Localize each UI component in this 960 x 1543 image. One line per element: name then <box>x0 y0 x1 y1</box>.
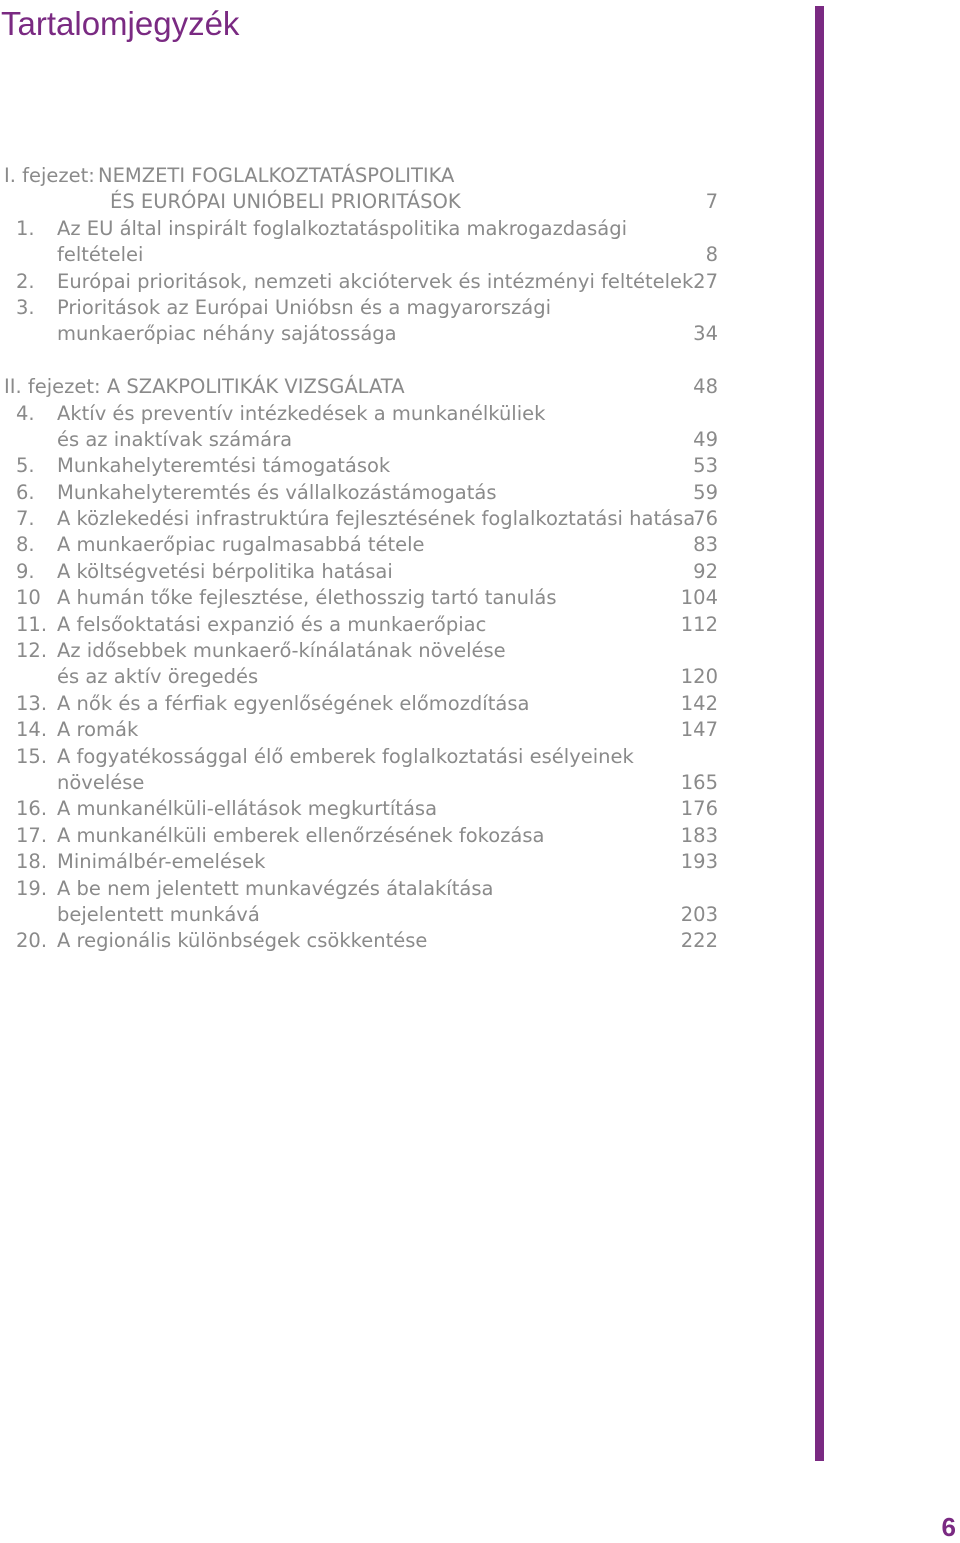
entry-title: növelése <box>57 770 145 794</box>
entry-number: 3. <box>16 295 35 319</box>
table-of-contents <box>0 163 722 955</box>
page-number: 6 <box>941 1512 956 1542</box>
toc-entry-line <box>0 902 722 928</box>
entry-title: Aktív és preventív intézkedések a munkanélküliek <box>57 401 546 425</box>
toc-entry-line <box>0 585 722 611</box>
toc-entry-line <box>0 876 722 902</box>
entry-title: feltételei <box>57 243 144 267</box>
toc-entry-line <box>0 559 722 585</box>
toc-entry-line <box>0 506 722 532</box>
toc-entry-line <box>0 480 722 506</box>
entry-title: A humán tőke fejlesztése, élethosszig tartó tanulás <box>57 586 557 610</box>
toc-entry-line <box>0 269 722 295</box>
entry-number: 15. <box>16 744 48 768</box>
page-ref: 104 <box>680 586 718 610</box>
entry-title: Az EU által inspirált foglalkoztatáspolitika makrogazdasági <box>57 216 628 240</box>
toc-entry-line <box>0 664 722 690</box>
entry-title: A fogyatékossággal élő emberek foglalkoztatási esélyeinek <box>57 744 634 768</box>
toc-entry-line <box>0 295 722 321</box>
entry-number: 16. <box>16 797 48 821</box>
entry-title: és az inaktívak számára <box>57 427 293 451</box>
page-ref: 165 <box>680 770 718 794</box>
entry-number: 19. <box>16 876 48 900</box>
entry-number: 7. <box>16 507 35 531</box>
entry-number: 20. <box>16 929 48 953</box>
page-ref: 176 <box>680 797 718 821</box>
entry-number: 1. <box>16 216 35 240</box>
entry-title: A felsőoktatási expanzió és a munkaerőpiac <box>57 612 487 636</box>
chapter-title: II. fejezet: A SZAKPOLITIKÁK VIZSGÁLATA <box>4 375 405 399</box>
entry-number: 13. <box>16 691 48 715</box>
entry-title: A nők és a férfiak egyenlőségének előmozdítása <box>57 691 530 715</box>
page-ref: 120 <box>680 665 718 689</box>
entry-title: munkaerőpiac néhány sajátossága <box>57 322 397 346</box>
page-ref: 27 <box>693 269 718 293</box>
entry-number: 18. <box>16 850 48 874</box>
entry-title: A romák <box>57 718 139 742</box>
entry-title: A munkanélküli-ellátások megkurtítása <box>57 797 438 821</box>
page-ref: 92 <box>693 559 718 583</box>
toc-entry-line <box>0 744 722 770</box>
page-ref: 147 <box>680 718 718 742</box>
entry-title: A közlekedési infrastruktúra fejlesztésének foglalkoztatási hatása <box>57 507 696 531</box>
page-ref: 59 <box>693 480 718 504</box>
toc-entry-line <box>0 691 722 717</box>
page-title: Tartalomjegyzék <box>1 5 240 42</box>
entry-title: és az aktív öregedés <box>57 665 259 689</box>
page-ref: 34 <box>693 322 718 346</box>
page-ref: 83 <box>693 533 718 557</box>
toc-entry-line <box>0 796 722 822</box>
toc-entry-line <box>0 849 722 875</box>
page-ref: 53 <box>693 454 718 478</box>
entry-title: Minimálbér-emelések <box>57 850 266 874</box>
chapter-title: ÉS EURÓPAI UNIÓBELI PRIORITÁSOK <box>110 190 461 214</box>
entry-title: A költségvetési bérpolitika hatásai <box>57 559 393 583</box>
entry-number: 8. <box>16 533 35 557</box>
entry-number: 12. <box>16 639 48 663</box>
toc-entry-line <box>0 427 722 453</box>
entry-title: bejelentett munkává <box>57 902 260 926</box>
side-accent-bar <box>815 6 824 1461</box>
entry-number: 11. <box>16 612 48 636</box>
toc-entry-line <box>0 823 722 849</box>
toc-entry-line <box>0 321 722 347</box>
chapter-heading <box>0 189 722 215</box>
toc-entry-line <box>0 770 722 796</box>
toc-entry-line <box>0 928 722 954</box>
chapter-title: NEMZETI FOGLALKOZTATÁSPOLITIKA <box>98 164 455 187</box>
toc-entry-line <box>0 532 722 558</box>
entry-number: 6. <box>16 480 35 504</box>
page-ref: 203 <box>680 902 718 926</box>
toc-entry-line <box>0 638 722 664</box>
toc-entry-line <box>0 242 722 268</box>
chapter-heading <box>0 163 722 189</box>
entry-number: 17. <box>16 823 48 847</box>
entry-title: A munkaerőpiac rugalmasabbá tétele <box>57 533 425 557</box>
entry-title: A be nem jelentett munkavégzés átalakítása <box>57 876 494 900</box>
entry-title: Az idősebbek munkaerő-kínálatának növelése <box>57 639 506 663</box>
toc-entry-line <box>0 216 722 242</box>
entry-number: 4. <box>16 401 35 425</box>
toc-entry-line <box>0 612 722 638</box>
page-ref: 222 <box>680 929 718 953</box>
chapter-label: I. fejezet: <box>4 164 95 187</box>
page-ref: 183 <box>680 823 718 847</box>
entry-title: Munkahelyteremtési támogatások <box>57 454 391 478</box>
page-ref: 8 <box>705 243 718 267</box>
page-ref: 7 <box>705 190 718 214</box>
entry-number: 10 <box>16 586 41 610</box>
toc-entry-line <box>0 453 722 479</box>
toc-entry-line <box>0 401 722 427</box>
page-ref: 112 <box>680 612 718 636</box>
page-ref: 193 <box>680 850 718 874</box>
entry-title: A munkanélküli emberek ellenőrzésének fokozása <box>57 823 545 847</box>
toc-entry-line <box>0 717 722 743</box>
page-ref: 48 <box>693 375 718 399</box>
page-ref: 49 <box>693 427 718 451</box>
page-ref: 142 <box>680 691 718 715</box>
page-ref: 76 <box>693 507 718 531</box>
entry-title: Munkahelyteremtés és vállalkozástámogatás <box>57 480 497 504</box>
entry-title: A regionális különbségek csökkentése <box>57 929 428 953</box>
entry-title: Prioritások az Európai Unióbsn és a magyarországi <box>57 295 551 319</box>
entry-number: 2. <box>16 269 35 293</box>
entry-number: 14. <box>16 718 48 742</box>
entry-number: 9. <box>16 559 35 583</box>
entry-title: Európai prioritások, nemzeti akciótervek és intézményi feltételek <box>57 269 694 293</box>
entry-number: 5. <box>16 454 35 478</box>
chapter-heading <box>0 374 722 400</box>
